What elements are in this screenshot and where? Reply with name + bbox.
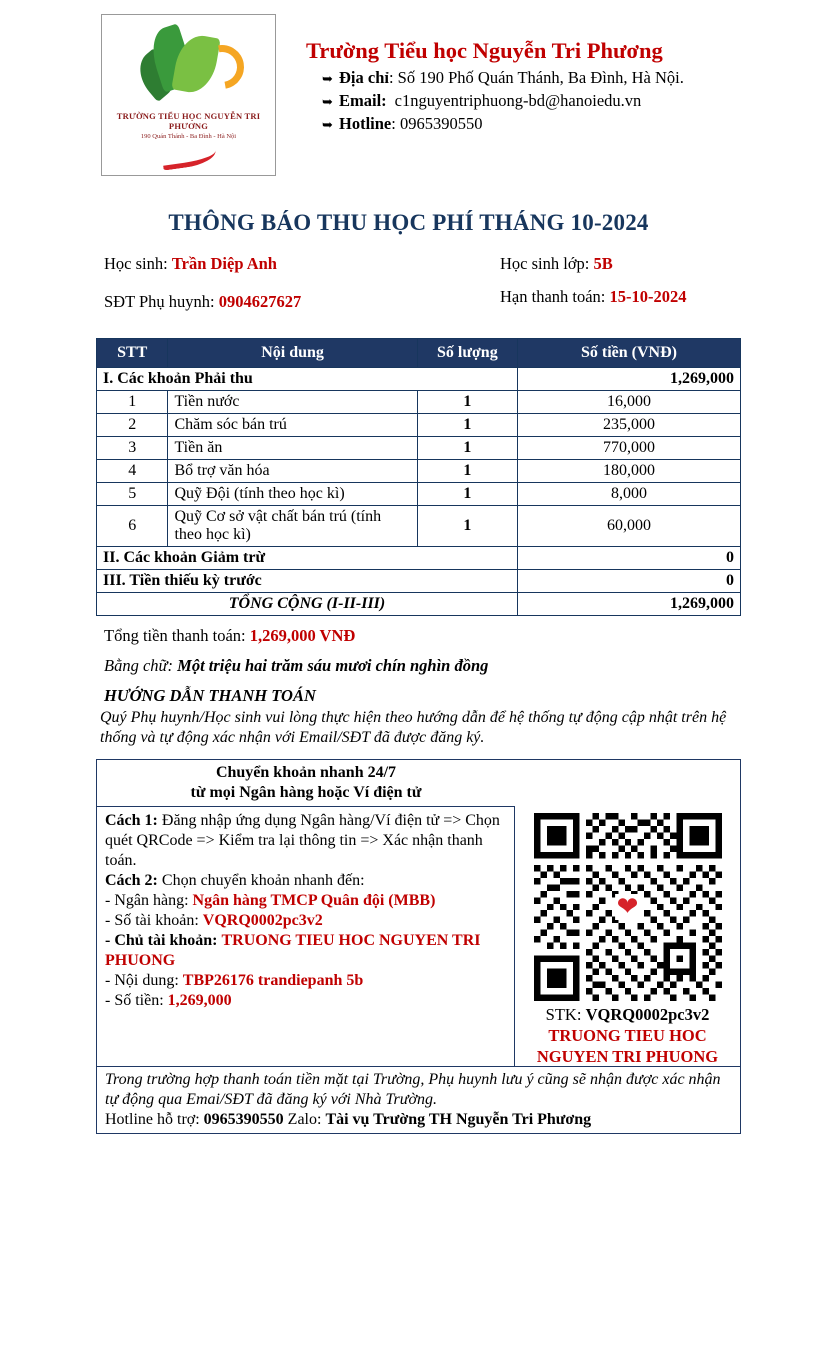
owner-label: - Chủ tài khoản: bbox=[105, 932, 218, 950]
email-label: Email: bbox=[339, 91, 387, 110]
address-label: Địa chỉ bbox=[339, 68, 389, 87]
student-class-line bbox=[500, 254, 613, 274]
qr-account-label: STK: bbox=[545, 1005, 582, 1025]
logo-subtitle: 190 Quán Thánh - Ba Đình - Hà Nội bbox=[140, 133, 237, 140]
table-row-section-1 bbox=[97, 368, 741, 391]
row-amount: 235,000 bbox=[518, 414, 741, 437]
table-row bbox=[97, 391, 741, 414]
grand-total-label: Tổng tiền thanh toán: bbox=[104, 626, 246, 645]
content-line bbox=[105, 971, 508, 991]
payment-way-2 bbox=[105, 871, 508, 891]
qr-panel bbox=[515, 807, 740, 1066]
student-name-line bbox=[104, 254, 277, 274]
payment-header-line2: từ mọi Ngân hàng hoặc Ví điện tử bbox=[190, 783, 422, 801]
arrow-bullet-icon: ➥ bbox=[322, 117, 333, 132]
table-row bbox=[97, 437, 741, 460]
parent-phone-line bbox=[104, 292, 301, 312]
amount-line bbox=[105, 991, 508, 1011]
zalo-value: Tài vụ Trường TH Nguyễn Tri Phương bbox=[325, 1110, 592, 1128]
amount-label: - Số tiền: bbox=[105, 992, 164, 1010]
section-2-amount: 0 bbox=[518, 547, 741, 570]
table-header-row bbox=[97, 339, 741, 368]
logo-artwork-icon bbox=[124, 23, 254, 109]
cash-payment-note: Trong trường hợp thanh toán tiền mặt tại Trường, Phụ huynh lưu ý cũng sẽ nhận được xác nhận tự động qua Emai/SĐT đã đăng ký với Nhà Trường. bbox=[105, 1071, 721, 1108]
row-quantity: 1 bbox=[417, 437, 517, 460]
row-stt: 6 bbox=[97, 506, 168, 547]
school-info bbox=[292, 14, 684, 137]
grand-total-value: 1,269,000 VNĐ bbox=[249, 626, 356, 645]
arrow-bullet-icon: ➥ bbox=[322, 71, 333, 86]
parent-phone-value: 0904627627 bbox=[218, 292, 302, 311]
payment-box-header bbox=[97, 760, 515, 807]
payment-box-body bbox=[97, 807, 740, 1066]
email-value[interactable]: c1nguyentriphuong-bd@hanoiedu.vn bbox=[394, 91, 642, 110]
heart-icon: ❤ bbox=[616, 892, 639, 922]
student-name-value: Trần Diệp Anh bbox=[171, 254, 277, 273]
table-row bbox=[97, 483, 741, 506]
qr-account-value: VQRQ0002pc3v2 bbox=[585, 1005, 710, 1025]
table-row-section-3 bbox=[97, 570, 741, 593]
table-row-section-2 bbox=[97, 547, 741, 570]
school-logo bbox=[101, 14, 276, 176]
qr-owner-line-1: TRUONG TIEU HOC bbox=[548, 1026, 707, 1046]
logo-title: TRƯỜNG TIỂU HỌC NGUYỄN TRI PHƯƠNG bbox=[116, 111, 261, 131]
row-description: Quỹ Đội (tính theo học kì) bbox=[168, 483, 417, 506]
row-quantity: 1 bbox=[417, 506, 517, 547]
bank-value: Ngân hàng TMCP Quân đội (MBB) bbox=[192, 892, 436, 910]
account-line bbox=[105, 911, 508, 931]
fee-table bbox=[96, 338, 741, 616]
total-label: TỔNG CỘNG (I-II-III) bbox=[97, 593, 518, 616]
row-amount: 180,000 bbox=[518, 460, 741, 483]
due-date-line bbox=[500, 287, 700, 307]
qr-owner-line-2: NGUYEN TRI PHUONG bbox=[536, 1046, 719, 1066]
document-header bbox=[0, 0, 817, 176]
row-description: Tiền nước bbox=[168, 391, 417, 414]
arrow-bullet-icon: ➥ bbox=[322, 94, 333, 109]
student-class-label: Học sinh lớp: bbox=[500, 254, 590, 273]
payment-instructions bbox=[97, 807, 515, 1066]
row-stt: 5 bbox=[97, 483, 168, 506]
way-1-text: Đăng nhập ứng dụng Ngân hàng/Ví điện tử => Chọn quét QRCode => Kiểm tra lại thông tin => Xác nhận thanh toán. bbox=[105, 812, 500, 870]
qr-account-line bbox=[546, 1005, 710, 1025]
content-label: - Nội dung: bbox=[105, 972, 179, 990]
school-address-line bbox=[322, 68, 684, 88]
row-stt: 4 bbox=[97, 460, 168, 483]
column-header-quantity: Số lượng bbox=[417, 339, 517, 368]
account-value: VQRQ0002pc3v2 bbox=[202, 912, 323, 930]
payment-guide-text: Quý Phụ huynh/Học sinh vui lòng thực hiện theo hướng dẫn để hệ thống tự động cập nhật trên hệ thống và tự động xác nhận với Email/SĐT đã được đăng ký. bbox=[100, 709, 727, 746]
row-quantity: 1 bbox=[417, 460, 517, 483]
student-info bbox=[0, 254, 817, 328]
support-hotline-label: Hotline hỗ trợ: bbox=[105, 1110, 200, 1128]
amount-in-words-line bbox=[104, 656, 817, 676]
logo-swoosh-icon bbox=[160, 142, 216, 170]
payment-header-line1: Chuyển khoản nhanh 24/7 bbox=[215, 764, 397, 782]
payment-guide-title: HƯỚNG DẪN THANH TOÁN bbox=[104, 686, 316, 705]
zalo-label: Zalo: bbox=[287, 1110, 322, 1128]
table-row bbox=[97, 506, 741, 547]
row-amount: 60,000 bbox=[518, 506, 741, 547]
table-row bbox=[97, 460, 741, 483]
payment-box bbox=[96, 759, 741, 1134]
student-name-label: Học sinh: bbox=[104, 254, 168, 273]
due-date-label: Hạn thanh toán: bbox=[500, 287, 606, 306]
row-stt: 2 bbox=[97, 414, 168, 437]
student-class-value: 5B bbox=[593, 254, 613, 273]
row-amount: 8,000 bbox=[518, 483, 741, 506]
row-stt: 1 bbox=[97, 391, 168, 414]
address-value: : Số 190 Phố Quán Thánh, Ba Đình, Hà Nội. bbox=[388, 68, 684, 87]
row-amount: 770,000 bbox=[518, 437, 741, 460]
total-amount: 1,269,000 bbox=[518, 593, 741, 616]
parent-phone-label: SĐT Phụ huynh: bbox=[104, 292, 215, 311]
hotline-label: Hotline bbox=[339, 114, 392, 133]
content-value: TBP26176 trandiepanh 5b bbox=[182, 972, 364, 990]
row-amount: 16,000 bbox=[518, 391, 741, 414]
row-quantity: 1 bbox=[417, 391, 517, 414]
school-name: Trường Tiểu học Nguyễn Tri Phương bbox=[306, 38, 663, 63]
column-header-description: Nội dung bbox=[168, 339, 417, 368]
section-2-label: II. Các khoản Giảm trừ bbox=[97, 547, 518, 570]
section-1-label: I. Các khoản Phải thu bbox=[97, 368, 518, 391]
owner-line bbox=[105, 931, 508, 971]
row-stt: 3 bbox=[97, 437, 168, 460]
qr-code-icon[interactable] bbox=[534, 813, 722, 1001]
page-title: THÔNG BÁO THU HỌC PHÍ THÁNG 10-2024 bbox=[168, 210, 649, 235]
row-quantity: 1 bbox=[417, 414, 517, 437]
section-1-amount: 1,269,000 bbox=[518, 368, 741, 391]
column-header-amount: Số tiền (VNĐ) bbox=[518, 339, 741, 368]
hotline-value: : 0965390550 bbox=[391, 114, 483, 133]
owner-value: TRUONG TIEU HOC NGUYEN TRI PHUONG bbox=[105, 932, 481, 970]
due-date-value: 15-10-2024 bbox=[609, 287, 687, 306]
bank-label: - Ngân hàng: bbox=[105, 892, 189, 910]
section-3-amount: 0 bbox=[518, 570, 741, 593]
way-2-label: Cách 2: bbox=[105, 872, 158, 890]
support-hotline-value: 0965390550 bbox=[203, 1110, 284, 1128]
column-header-stt: STT bbox=[97, 339, 168, 368]
school-hotline-line bbox=[322, 114, 684, 134]
row-quantity: 1 bbox=[417, 483, 517, 506]
way-2-text: Chọn chuyển khoản nhanh đến: bbox=[157, 872, 365, 890]
amount-in-words-value: Một triệu hai trăm sáu mươi chín nghìn đồng bbox=[177, 656, 489, 675]
account-label: - Số tài khoản: bbox=[105, 912, 199, 930]
table-row-total bbox=[97, 593, 741, 616]
row-description: Quỹ Cơ sở vật chất bán trú (tính theo học kì) bbox=[168, 506, 417, 547]
amount-in-words-label: Bằng chữ: bbox=[104, 656, 174, 675]
grand-total-line bbox=[104, 626, 817, 646]
row-description: Bổ trợ văn hóa bbox=[168, 460, 417, 483]
school-email-line bbox=[322, 91, 684, 111]
payment-footer-note bbox=[97, 1066, 740, 1133]
row-description: Tiền ăn bbox=[168, 437, 417, 460]
amount-value: 1,269,000 bbox=[167, 992, 232, 1010]
way-1-label: Cách 1: bbox=[105, 812, 158, 830]
section-3-label: III. Tiền thiếu kỳ trước bbox=[97, 570, 518, 593]
payment-way-1 bbox=[105, 811, 508, 871]
row-description: Chăm sóc bán trú bbox=[168, 414, 417, 437]
support-line bbox=[105, 1110, 734, 1130]
bank-line bbox=[105, 891, 508, 911]
table-row bbox=[97, 414, 741, 437]
